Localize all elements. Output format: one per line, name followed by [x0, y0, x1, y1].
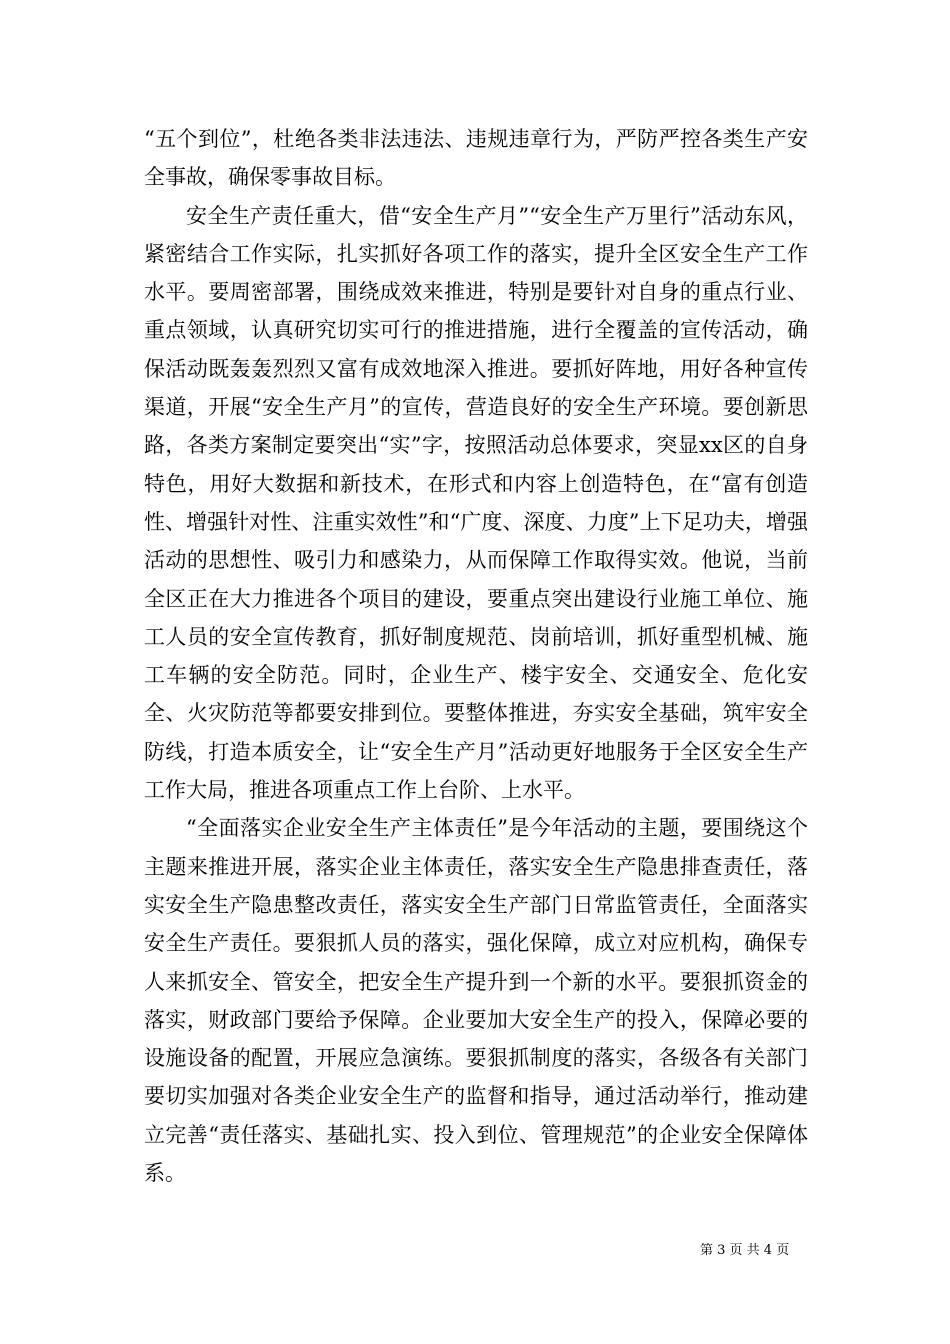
body-text: [144, 120, 808, 1192]
paragraph-1: “五个到位”，杜绝各类非法违法、违规违章行为，严防严控各类生产安全事故，确保零事故目标。: [144, 127, 808, 190]
paragraph-2: 安全生产责任重大，借“安全生产月”“安全生产万里行”活动东风，紧密结合工作实际，扎实抓好各项工作的落实，提升全区安全生产工作水平。要周密部署，围绕成效来推进，特别是要针对自身的重点行业、重点领域，认真研究切实可行的推进措施，进行全覆盖的宣传活动，确保活动既轰轰烈烈又富有成效地深入推进。要抓好阵地，用好各种宣传渠道，开展“安全生产月”的宣传，营造良好的安全生产环境。要创新思路，各类方案制定要突出“实”字，按照活动总体要求，突显xx区的自身特色，用好大数据和新技术，在形式和内容上创造特色，在“富有创造性、增强针对性、注重实效性”和“广度、深度、力度”上下足功夫，增强活动的思想性、吸引力和感染力，从而保障工作取得实效。他说，当前全区正在大力推进各个项目的建设，要重点突出建设行业施工单位、施工人员的安全宣传教育，抓好制度规范、岗前培训，抓好重型机械、施工车辆的安全防范。同时，企业生产、楼宇安全、交通安全、危化安全、火灾防范等都要安排到位。要整体推进，夯实安全基础，筑牢安全防线，打造本质安全，让“安全生产月”活动更好地服务于全区安全生产工作大局，推进各项重点工作上台阶、上水平。: [144, 203, 808, 803]
paragraph-3: “全面落实企业安全生产主体责任”是今年活动的主题，要围绕这个主题来推进开展，落实企业主体责任，落实安全生产隐患排查责任，落实安全生产隐患整改责任，落实安全生产部门日常监管责任，全面落实安全生产责任。要狠抓人员的落实，强化保障，成立对应机构，确保专人来抓安全、管安全，把安全生产提升到一个新的水平。要狠抓资金的落实，财政部门要给予保障。企业要加大安全生产的投入，保障必要的设施设备的配置，开展应急演练。要狠抓制度的落实，各级各有关部门要切实加强对各类企业安全生产的监督和指导，通过活动举行，推动建立完善“责任落实、基础扎实、投入到位、管理规范”的企业安全保障体系。: [144, 816, 808, 1186]
page-number: 第 3 页 共 4 页: [700, 1243, 790, 1258]
